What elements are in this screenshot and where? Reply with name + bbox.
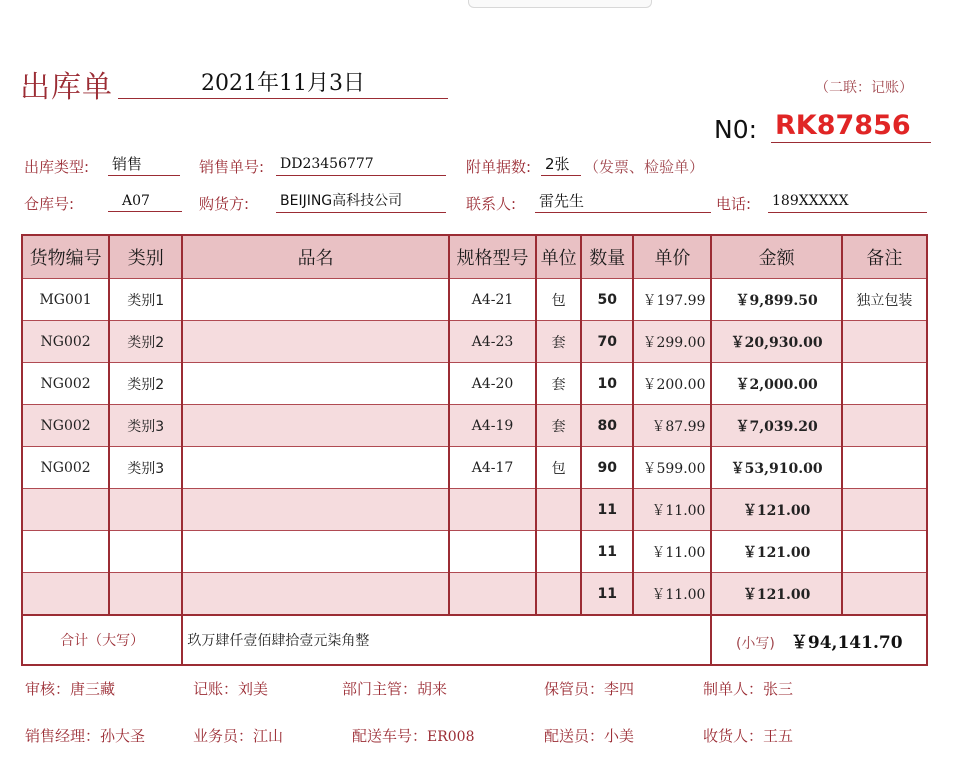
cell-spec: A4-23 xyxy=(449,321,536,363)
cell-unit: 套 xyxy=(536,405,581,447)
col-header-unit: 单位 xyxy=(536,235,581,279)
table-row xyxy=(22,321,927,363)
cell-unit xyxy=(536,531,581,573)
attachment-count-value: 2张 xyxy=(541,153,581,176)
cell-price: ￥87.99 xyxy=(633,405,711,447)
total-label-cell xyxy=(22,615,182,665)
table-row xyxy=(22,531,927,573)
phone-value: 189XXXXX xyxy=(768,190,927,213)
cell-name xyxy=(182,489,449,531)
sig-value: 孙大圣 xyxy=(100,727,146,745)
cell-qty: 50 xyxy=(581,279,633,321)
document-date: 2021年11月3日 xyxy=(118,66,448,99)
signature-vehicle-number xyxy=(352,725,475,746)
col-header-qty: 数量 xyxy=(581,235,633,279)
cell-amount: ￥121.00 xyxy=(711,573,841,616)
signature-salesperson xyxy=(193,725,283,746)
cell-code: NG002 xyxy=(22,363,109,405)
warehouse-number-label: 仓库号: xyxy=(24,195,75,213)
cell-unit: 包 xyxy=(536,279,581,321)
cell-remark xyxy=(842,447,927,489)
outbound-type-label: 出库类型: xyxy=(24,158,90,176)
signature-preparer xyxy=(703,678,793,699)
sig-label: 保管员： xyxy=(544,680,605,698)
cell-price: ￥11.00 xyxy=(633,531,711,573)
signature-department-head xyxy=(342,678,447,699)
sig-label: 业务员： xyxy=(193,727,254,745)
cell-amount: ￥121.00 xyxy=(711,531,841,573)
sales-number-value: DD23456777 xyxy=(276,153,446,176)
contact-label: 联系人: xyxy=(466,195,517,213)
sig-value: 小美 xyxy=(604,727,635,745)
table-row xyxy=(22,573,927,616)
cell-name xyxy=(182,573,449,616)
cell-unit: 套 xyxy=(536,363,581,405)
cell-code: MG001 xyxy=(22,279,109,321)
signature-auditor xyxy=(25,678,115,699)
cell-spec xyxy=(449,531,536,573)
cell-category xyxy=(109,531,182,573)
cell-name xyxy=(182,321,449,363)
cell-category: 类别1 xyxy=(109,279,182,321)
window-top-handle xyxy=(468,0,652,8)
attachment-count-label: 附单据数: xyxy=(466,158,532,176)
signature-deliverer xyxy=(544,725,634,746)
cell-category: 类别2 xyxy=(109,321,182,363)
table-row xyxy=(22,363,927,405)
cell-code xyxy=(22,531,109,573)
cell-category: 类别2 xyxy=(109,363,182,405)
cell-name xyxy=(182,405,449,447)
cell-remark: 独立包装 xyxy=(842,279,927,321)
cell-qty: 11 xyxy=(581,489,633,531)
cell-name xyxy=(182,363,449,405)
cell-category: 类别3 xyxy=(109,405,182,447)
table-row xyxy=(22,489,927,531)
cell-spec: A4-17 xyxy=(449,447,536,489)
sig-value: ER008 xyxy=(427,729,475,745)
cell-amount: ￥20,930.00 xyxy=(711,321,841,363)
cell-code: NG002 xyxy=(22,447,109,489)
total-amount-chinese: 玖万肆仟壹佰肆拾壹元柒角整 xyxy=(182,615,711,665)
document-number-label: N0: xyxy=(714,115,758,144)
total-amount: ￥94,141.70 xyxy=(790,632,903,653)
table-header-row xyxy=(22,235,927,279)
total-label: 合计 xyxy=(60,633,89,649)
sig-value: 李四 xyxy=(604,680,635,698)
cell-price: ￥197.99 xyxy=(633,279,711,321)
attachment-note: （发票、检验单） xyxy=(584,158,705,176)
cell-code: NG002 xyxy=(22,405,109,447)
col-header-spec: 规格型号 xyxy=(449,235,536,279)
contact-value: 雷先生 xyxy=(535,190,711,213)
signature-receiver xyxy=(703,725,793,746)
cell-amount: ￥7,039.20 xyxy=(711,405,841,447)
cell-qty: 70 xyxy=(581,321,633,363)
total-row xyxy=(22,615,927,665)
cell-qty: 11 xyxy=(581,573,633,616)
sig-value: 王五 xyxy=(763,727,794,745)
cell-unit xyxy=(536,573,581,616)
total-small-label: (小写) xyxy=(735,635,775,652)
buyer-value: BEIJING高科技公司 xyxy=(276,190,446,213)
cell-price: ￥200.00 xyxy=(633,363,711,405)
col-header-price: 单价 xyxy=(633,235,711,279)
cell-amount: ￥121.00 xyxy=(711,489,841,531)
goods-table xyxy=(21,234,928,666)
sig-label: 配送车号： xyxy=(352,727,428,745)
sig-value: 唐三藏 xyxy=(70,680,116,698)
sig-value: 张三 xyxy=(763,680,794,698)
cell-price: ￥299.00 xyxy=(633,321,711,363)
copy-note: （二联：记账） xyxy=(815,80,913,96)
cell-spec xyxy=(449,489,536,531)
document-number: RK87856 xyxy=(771,110,931,143)
cell-remark xyxy=(842,573,927,616)
sig-label: 制单人： xyxy=(703,680,764,698)
cell-qty: 11 xyxy=(581,531,633,573)
cell-spec: A4-21 xyxy=(449,279,536,321)
cell-qty: 90 xyxy=(581,447,633,489)
col-header-name: 品名 xyxy=(182,235,449,279)
table-row xyxy=(22,405,927,447)
sig-label: 销售经理： xyxy=(25,727,101,745)
sig-label: 记账： xyxy=(193,680,239,698)
cell-unit xyxy=(536,489,581,531)
sales-number-label: 销售单号: xyxy=(199,158,265,176)
sig-label: 收货人： xyxy=(703,727,764,745)
sig-value: 江山 xyxy=(253,727,284,745)
cell-remark xyxy=(842,363,927,405)
cell-price: ￥11.00 xyxy=(633,489,711,531)
sig-label: 部门主管： xyxy=(342,680,418,698)
cell-amount: ￥53,910.00 xyxy=(711,447,841,489)
col-header-remark: 备注 xyxy=(842,235,927,279)
phone-label: 电话: xyxy=(716,195,752,213)
cell-remark xyxy=(842,489,927,531)
cell-price: ￥599.00 xyxy=(633,447,711,489)
cell-amount: ￥9,899.50 xyxy=(711,279,841,321)
cell-name xyxy=(182,531,449,573)
signature-sales-manager xyxy=(25,725,145,746)
cell-qty: 10 xyxy=(581,363,633,405)
page-title: 出库单 xyxy=(20,70,113,105)
cell-code xyxy=(22,573,109,616)
col-header-code: 货物编号 xyxy=(22,235,109,279)
sig-label: 审核： xyxy=(25,680,71,698)
sig-label: 配送员： xyxy=(544,727,605,745)
cell-qty: 80 xyxy=(581,405,633,447)
cell-unit: 套 xyxy=(536,321,581,363)
cell-code xyxy=(22,489,109,531)
cell-category xyxy=(109,489,182,531)
col-header-category: 类别 xyxy=(109,235,182,279)
col-header-amount: 金额 xyxy=(711,235,841,279)
cell-remark xyxy=(842,321,927,363)
table-row xyxy=(22,279,927,321)
sig-value: 刘美 xyxy=(238,680,269,698)
cell-amount: ￥2,000.00 xyxy=(711,363,841,405)
cell-code: NG002 xyxy=(22,321,109,363)
signature-keeper xyxy=(544,678,634,699)
cell-spec xyxy=(449,573,536,616)
cell-remark xyxy=(842,531,927,573)
table-row xyxy=(22,447,927,489)
cell-spec: A4-19 xyxy=(449,405,536,447)
sig-value: 胡来 xyxy=(417,680,448,698)
cell-unit: 包 xyxy=(536,447,581,489)
cell-name xyxy=(182,279,449,321)
cell-category: 类别3 xyxy=(109,447,182,489)
cell-name xyxy=(182,447,449,489)
cell-remark xyxy=(842,405,927,447)
cell-spec: A4-20 xyxy=(449,363,536,405)
outbound-type-value: 销售 xyxy=(108,153,180,176)
cell-category xyxy=(109,573,182,616)
total-amount-cell xyxy=(711,615,927,665)
warehouse-number-value: A07 xyxy=(108,190,182,212)
total-label-paren: （大写） xyxy=(88,633,145,649)
cell-price: ￥11.00 xyxy=(633,573,711,616)
buyer-label: 购货方: xyxy=(199,195,250,213)
signature-bookkeeper xyxy=(193,678,268,699)
